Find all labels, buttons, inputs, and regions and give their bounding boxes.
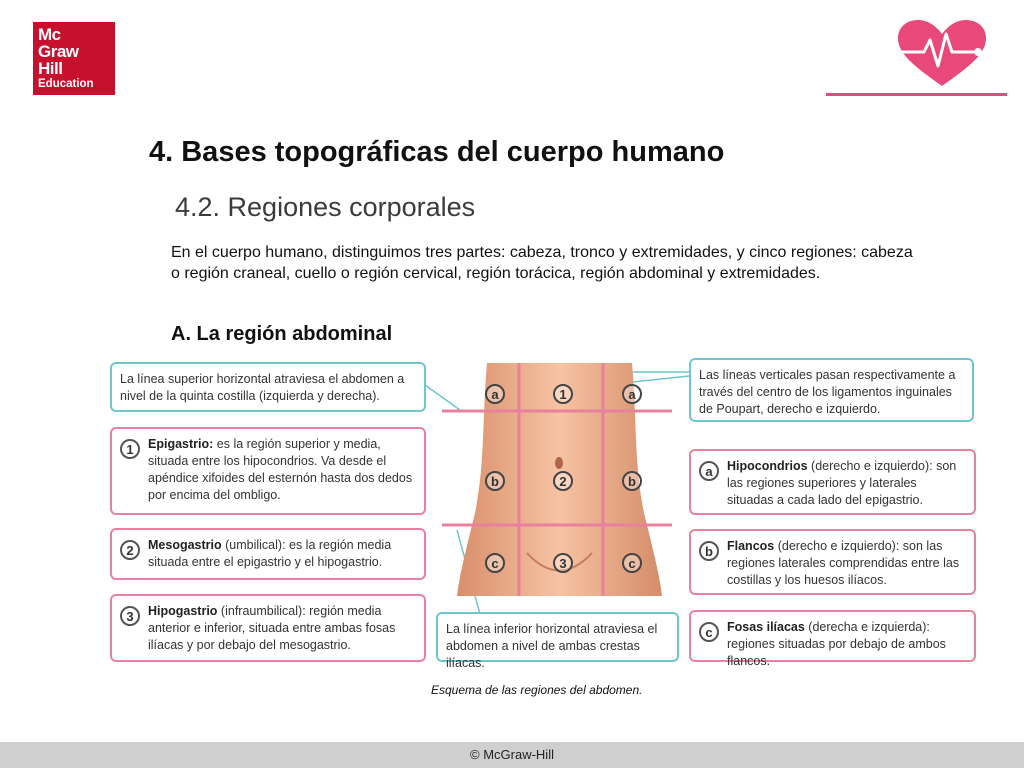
region-number: 2: [120, 540, 140, 560]
logo-line-2: Graw: [38, 42, 79, 61]
grid-label: c: [485, 553, 505, 573]
intro-paragraph: En el cuerpo humano, distinguimos tres partes: cabeza, tronco y extremidades, y cinco regiones: cabeza o región craneal, cuello o región cervical, región torácica, región abdominal y extremidades.: [171, 244, 913, 282]
region-box-mesogastrio: [110, 528, 426, 580]
region-term: Flancos: [727, 539, 775, 553]
region-box-fosas-iliacas: [689, 610, 976, 668]
region-letter: a: [699, 461, 719, 481]
grid-label: 2: [553, 471, 573, 491]
section-title: A. La región abdominal: [171, 323, 393, 345]
region-term: Mesogastrio: [148, 538, 222, 552]
grid-label: b: [485, 471, 505, 491]
footer-bar: [0, 742, 1024, 768]
region-number: 1: [120, 439, 140, 459]
region-description: (infraumbilical): región media anterior e inferior, situada entre ambas fosas ilíacas y por debajo del mesogastrio.: [148, 604, 396, 652]
diagram-caption: Esquema de las regiones del abdomen.: [431, 683, 643, 697]
region-description: (derecho e izquierdo): son las regiones superiores y laterales situadas a cada lado del epigastrio.: [727, 459, 957, 507]
region-description: (derecha e izquierda): regiones situadas por debajo de ambos flancos.: [727, 620, 946, 668]
region-letter: b: [699, 541, 719, 561]
upper-line-note: [110, 362, 426, 412]
region-number: 3: [120, 606, 140, 626]
grid-label: 3: [553, 553, 573, 573]
region-term: Epigastrio:: [148, 437, 214, 451]
logo-line-4: Education: [38, 78, 94, 90]
region-letter: c: [699, 622, 719, 642]
region-box-hipocondrios: [689, 449, 976, 515]
grid-label: c: [622, 553, 642, 573]
copyright-text: © McGraw-Hill: [470, 747, 554, 762]
region-term: Hipogastrio: [148, 604, 218, 618]
region-box-flancos: [689, 529, 976, 595]
upper-line-note-text: La línea superior horizontal atraviesa el abdomen a nivel de la quinta costilla (izquierda y derecha).: [120, 372, 405, 403]
logo-line-3: Hill: [38, 59, 63, 78]
region-description: (umbilical): es la región media situada entre el epigastrio y el hipogastrio.: [148, 538, 392, 569]
region-box-epigastrio: [110, 427, 426, 515]
lower-line-note: [436, 612, 679, 670]
region-description: es la región superior y media, situada entre los hipocondrios. Va desde el apéndice xifoides del esternón hasta dos dedos por encima del ombligo.: [148, 437, 413, 502]
logo-line-1: Mc: [38, 25, 61, 44]
region-description: (derecho e izquierdo): son las regiones laterales comprendidas entre las costillas y los huesos ilíacos.: [727, 539, 960, 587]
grid-label: 1: [553, 384, 573, 404]
grid-label: a: [485, 384, 505, 404]
page-title: 4. Bases topográficas del cuerpo humano: [149, 136, 725, 168]
lower-line-note-text: La línea inferior horizontal atraviesa el abdomen a nivel de ambas crestas ilíacas.: [446, 622, 658, 670]
region-box-hipogastrio: [110, 594, 426, 662]
grid-label: b: [622, 471, 642, 491]
region-term: Hipocondrios: [727, 459, 808, 473]
page-subtitle: 4.2. Regiones corporales: [175, 192, 476, 222]
grid-label: a: [622, 384, 642, 404]
vertical-lines-note: [689, 358, 974, 422]
vertical-lines-note-text: Las líneas verticales pasan respectivamente a través del centro de los ligamentos inguinales de Poupart, derecho e izquierdo.: [699, 368, 956, 416]
region-term: Fosas ilíacas: [727, 620, 805, 634]
